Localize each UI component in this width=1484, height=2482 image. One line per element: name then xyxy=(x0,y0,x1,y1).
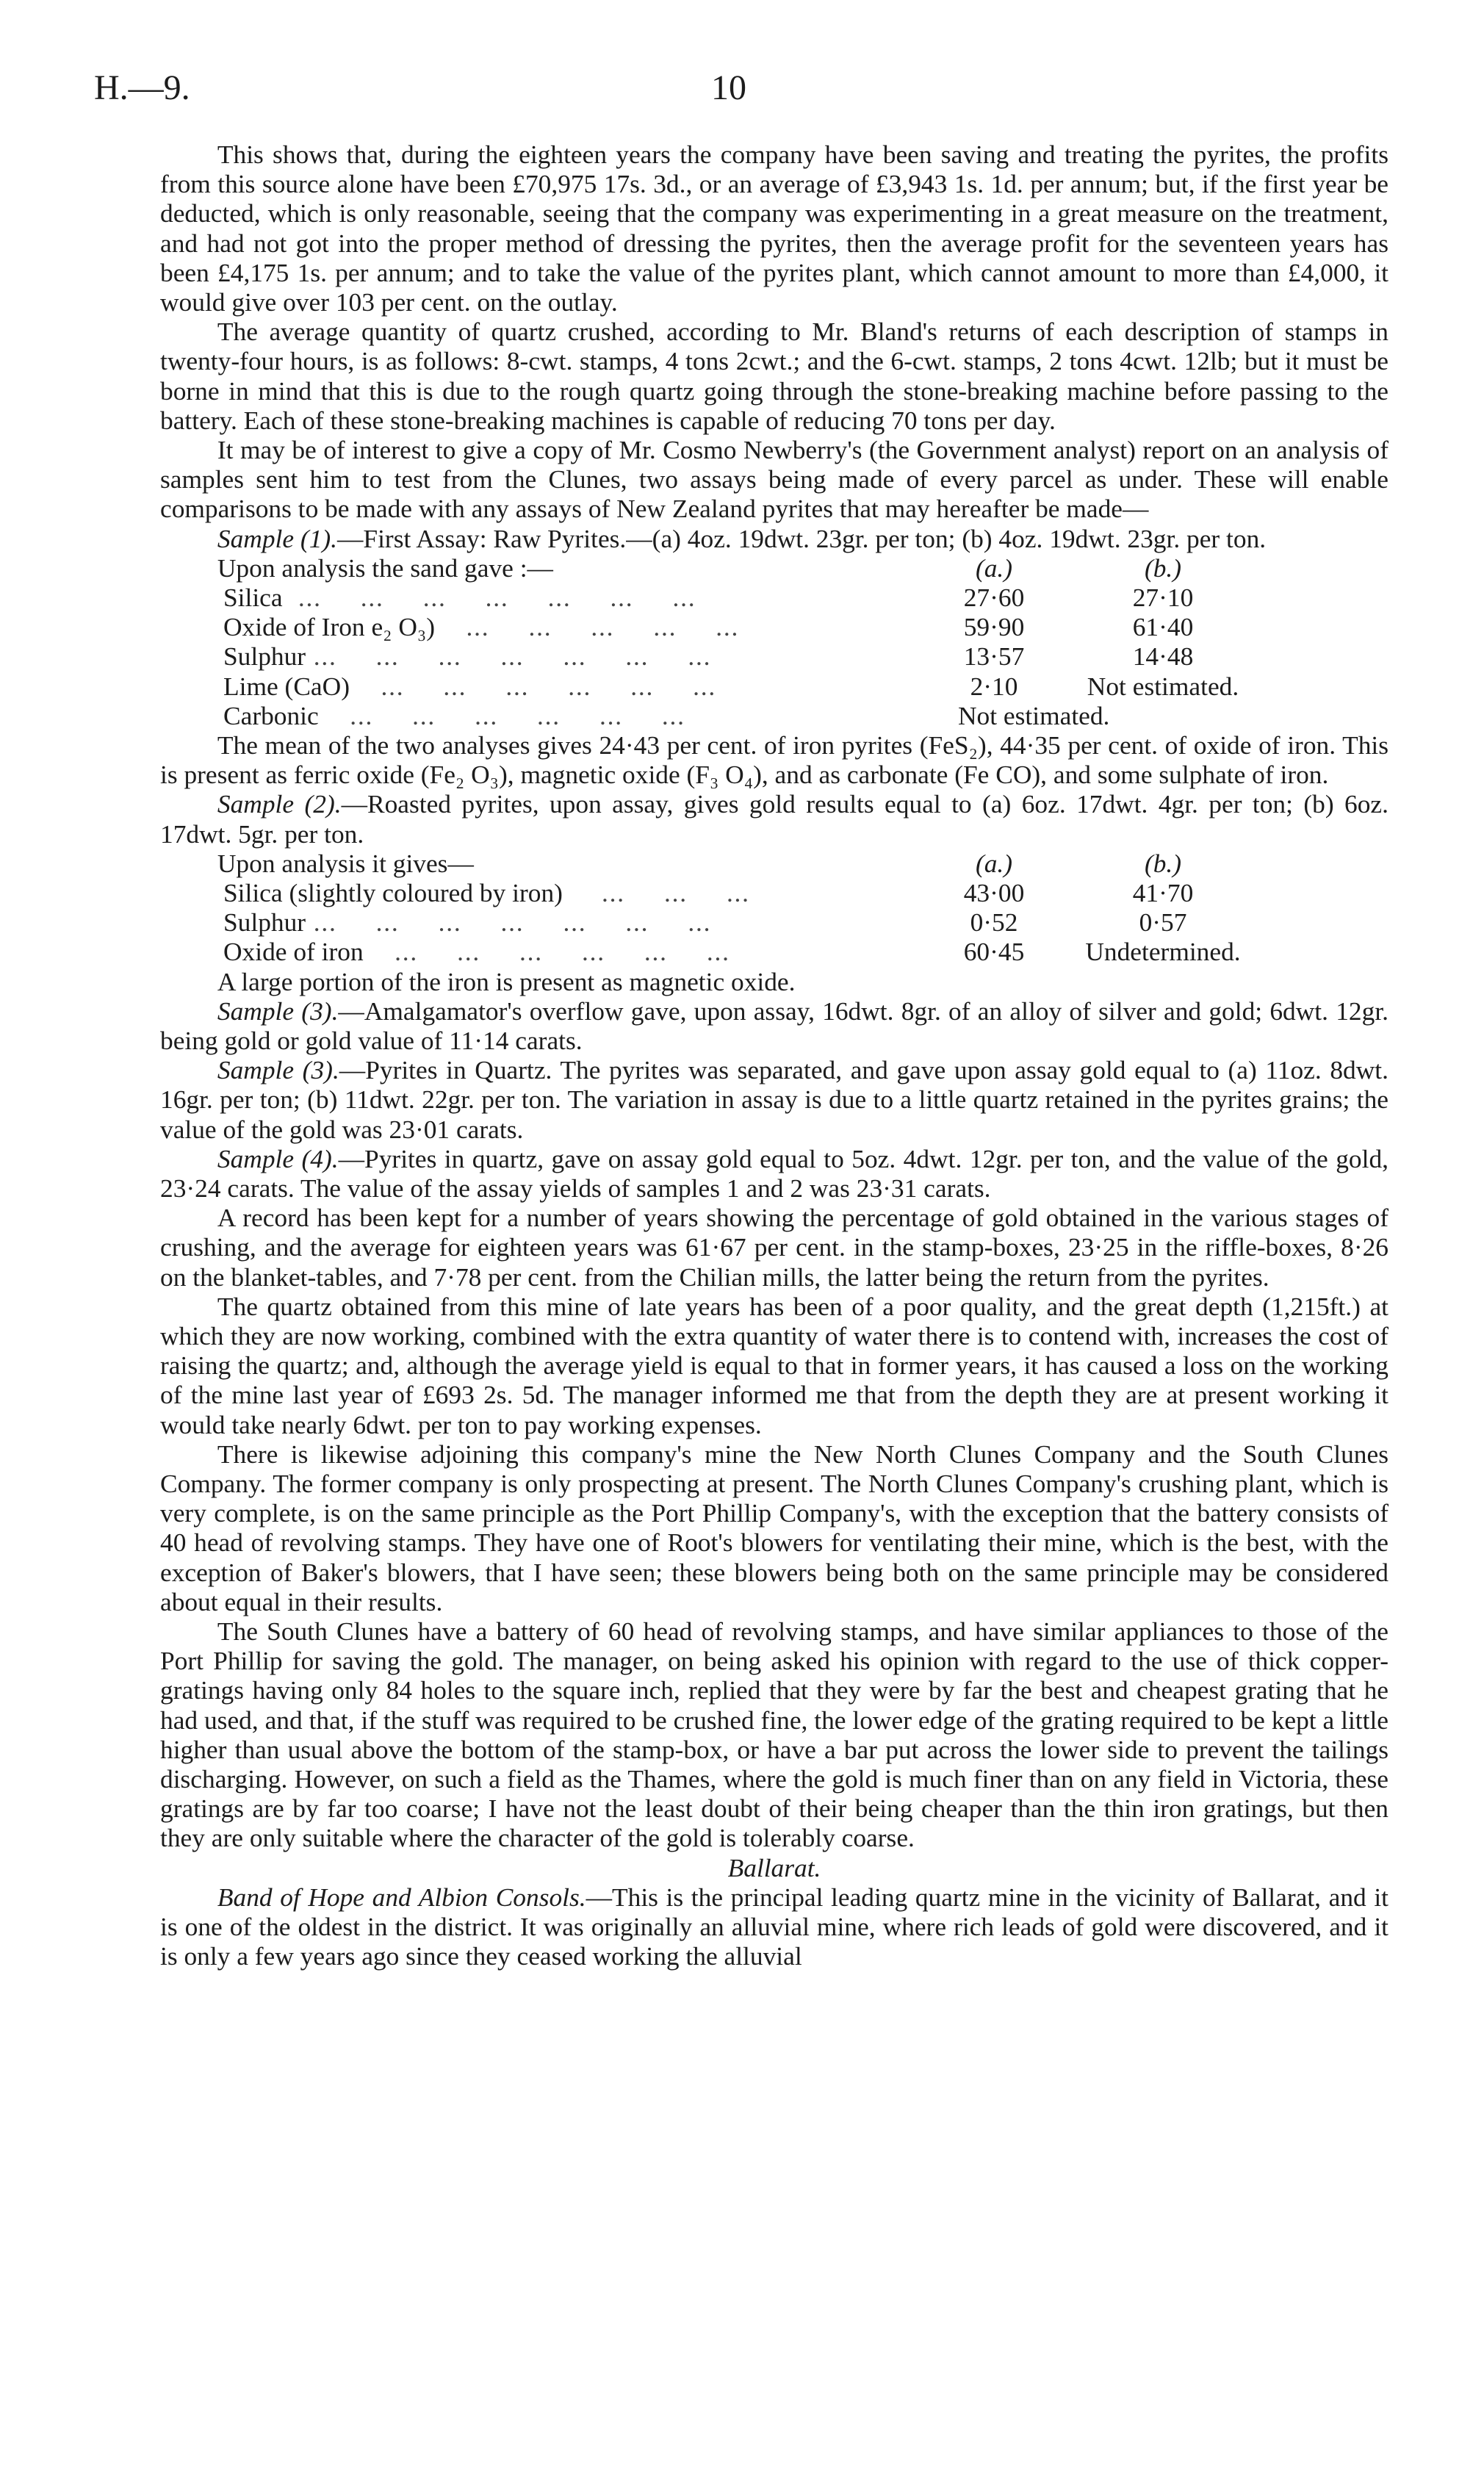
value-b: Not estimated. xyxy=(1087,671,1239,701)
column-b-header: (b.) xyxy=(1144,553,1182,583)
value-a: 2·10 xyxy=(970,671,1018,701)
value-b: 0·57 xyxy=(1139,907,1187,938)
value-b: Undetermined. xyxy=(1085,937,1241,967)
sample-4-paragraph xyxy=(160,1144,1388,1203)
table-row: Oxide of Iron e₂ O₃) ... ... ... ... ... 59·90 61·40 xyxy=(160,612,1388,641)
table-intro: Upon analysis the sand gave :— xyxy=(217,553,553,583)
document-code: H.—9. xyxy=(94,68,190,107)
section-label: Band of Hope and Albion Consols. xyxy=(217,1882,586,1912)
table-row: Sulphur ... ... ... ... ... ... ... 13·57 14·48 xyxy=(160,641,1388,671)
value-a: 59·90 xyxy=(963,612,1025,642)
row-name: Silica xyxy=(223,583,283,613)
value-a: 27·60 xyxy=(963,583,1025,613)
sample-text: —Amalgamator's overflow gave, upon assay, 16dwt. 8gr. of an alloy of silver and gold; 6dwt. 12gr. being gold or gold value of 11·14 carats. xyxy=(160,996,1388,1055)
table-header-row xyxy=(160,849,1388,878)
value-b: 27·10 xyxy=(1132,583,1194,613)
value-b: 61·40 xyxy=(1132,612,1194,642)
value-a: 60·45 xyxy=(963,937,1025,967)
table-row: Carbonic ... ... ... ... ... ... Not estimated. xyxy=(160,701,1388,730)
row-name: Silica (slightly coloured by iron) xyxy=(223,877,563,907)
sample-label: Sample (1). xyxy=(217,523,338,553)
paragraph: The quartz obtained from this mine of late years has been of a poor quality, and the great depth (1,215ft.) at which they are now working, combined with the extra quantity of water there is to contend with, increases the cost of raising the quartz; and, although the average yield is equal to that in former years, it has caused a loss on the working of the mine last year of £693 2s. 5d. The manager informed me that from the depth they are at present working it would take nearly 6dwt. per ton to pay working expenses. xyxy=(160,1291,1388,1439)
paragraph: The average quantity of quartz crushed, according to Mr. Bland's returns of each description of stamps in twenty-four hours, is as follows: 8-cwt. stamps, 4 tons 2cwt.; and the 6-cwt. stamps, 2 tons 4cwt. 12lb; but it must be borne in mind that this is due to the rough quartz going through the stone-breaking machine before passing to the battery. Each of these stone-breaking machines is capable of reducing 70 tons per day. xyxy=(160,317,1388,435)
paragraph: There is likewise adjoining this company's mine the New North Clunes Company and the South Clunes Company. The former company is only prospecting at present. The North Clunes Company's crushing plant, which is very complete, is on the same principle as the Port Phillip Company's, with the exception that the battery consists of 40 head of revolving stamps. They have one of Root's blowers for ventilating their mine, which is the best, with the exception of Baker's blowers, that I have seen; these blowers being both on the same principle may be considered about equal in their results. xyxy=(160,1439,1388,1616)
table-intro: Upon analysis it gives— xyxy=(217,848,474,878)
section-heading: Ballarat. xyxy=(727,1852,821,1882)
table-row: Sulphur ... ... ... ... ... ... ... 0·52 0·57 xyxy=(160,907,1388,937)
value-a: 0·52 xyxy=(970,907,1018,938)
row-name: Sulphur xyxy=(223,907,306,938)
paragraph: A record has been kept for a number of years showing the percentage of gold obtained in the various stages of crushing, and the average for eighteen years was 61·67 per cent. in the stamp-boxes, 23·25 in the riffle-boxes, 8·26 on the blanket-tables, and 7·78 per cent. from the Chilian mills, the latter being the return from the pyrites. xyxy=(160,1203,1388,1292)
section-text: —This is the principal leading quartz mine in the vicinity of Ballarat, and it is one of the oldest in the district. It was originally an alluvial mine, where rich leads of gold were discovered, and it is only a few years ago since they ceased working the alluvial xyxy=(160,1882,1389,1971)
sample-text: —First Assay: Raw Pyrites.—(a) 4oz. 19dwt. 23gr. per ton; (b) 4oz. 19dwt. 23gr. per ton. xyxy=(337,523,1267,553)
sample-3b-paragraph xyxy=(160,1055,1388,1144)
sample-text: —Roasted pyrites, upon assay, gives gold results equal to (a) 6oz. 17dwt. 4gr. per ton; (b) 6oz. 17dwt. 5gr. per ton. xyxy=(160,789,1388,849)
row-name: Sulphur xyxy=(223,641,306,672)
value-b: 14·48 xyxy=(1132,641,1194,672)
page-number: 10 xyxy=(711,68,746,107)
table-row: Oxide of iron ... ... ... ... ... ... 60·45 Undetermined. xyxy=(160,937,1388,966)
page-header xyxy=(94,68,1390,119)
analysis-table-1 xyxy=(160,553,1388,730)
row-name: Lime (CaO) xyxy=(223,671,350,701)
row-name: Oxide of Iron e₂ O₃) xyxy=(223,612,436,642)
paragraph: The South Clunes have a battery of 60 head of revolving stamps, and have similar appliances to those of the Port Phillip for saving the gold. The manager, on being asked his opinion with regard to the use of thick copper-gratings having only 84 holes to the square inch, replied that they were by far the best and cheapest grating that he had used, and that, if the stuff was required to be crushed fine, the lower edge of the grating required to be kept a little higher than usual above the bottom of the stamp-box, or have a bar put across the lower side to prevent the tailings discharging. However, on such a field as the Thames, where the gold is much finer than on any field in Victoria, these gratings are by far too coarse; I have not the least doubt of their being cheaper than the thin iron gratings, but then they are only suitable where the character of the gold is tolerably coarse. xyxy=(160,1616,1388,1853)
paragraph: It may be of interest to give a copy of Mr. Cosmo Newberry's (the Government analyst) report on an analysis of samples sent him to test from the Clunes, two assays being made of every parcel as under. These will enable comparisons to be made with any assays of New Zealand pyrites that may hereafter be made— xyxy=(160,435,1388,524)
paragraph: The mean of the two analyses gives 24·43 per cent. of iron pyrites (FeS₂), 44·35 per cent. of oxide of iron. This is present as ferric oxide (Fe₂ O₃), magnetic oxide (F₃ O₄), and as carbonate (Fe CO), and some sulphate of iron. xyxy=(160,730,1388,790)
table-row: Silica (slightly coloured by iron) ... ... ... 43·00 41·70 xyxy=(160,878,1388,907)
column-a-header: (a.) xyxy=(975,553,1013,583)
sample-label: Sample (4). xyxy=(217,1143,339,1173)
table-row: Silica ... ... ... ... ... ... ... 27·60 27·10 xyxy=(160,583,1388,612)
sample-text: —Pyrites in quartz, gave on assay gold equal to 5oz. 4dwt. 12gr. per ton, and the value of the gold, 23·24 carats. The value of the assay yields of samples 1 and 2 was 23·31 carats. xyxy=(160,1143,1388,1203)
paragraph: A large portion of the iron is present as magnetic oxide. xyxy=(217,966,796,996)
value-b: 41·70 xyxy=(1132,877,1194,907)
paragraph: This shows that, during the eighteen years the company have been saving and treating the pyrites, the profits from this source alone have been £70,975 17s. 3d., or an average of £3,943 1s. 1d. per annum; but, if the first year be deducted, which is only reasonable, seeing that the company was experimenting in a great measure on the treatment, and had not got into the proper method of dressing the pyrites, then the average profit for the seventeen years has been £4,175 1s. per annum; and to take the value of the pyrites plant, which cannot amount to more than £4,000, it would give over 103 per cent. on the outlay. xyxy=(160,140,1388,317)
sample-label: Sample (2). xyxy=(217,789,342,819)
table-row: Lime (CaO) ... ... ... ... ... ... 2·10 Not estimated. xyxy=(160,672,1388,701)
value-span: Not estimated. xyxy=(958,700,1110,730)
sample-label: Sample (3). xyxy=(217,1055,339,1085)
sample-2-paragraph xyxy=(160,789,1388,848)
band-of-hope-paragraph xyxy=(160,1882,1388,1971)
row-name: Oxide of iron xyxy=(223,937,364,967)
analysis-table-2 xyxy=(160,849,1388,967)
value-a: 13·57 xyxy=(963,641,1025,672)
sample-1-paragraph xyxy=(160,524,1388,553)
column-b-header: (b.) xyxy=(1144,848,1182,878)
sample-label: Sample (3). xyxy=(217,996,339,1026)
value-a: 43·00 xyxy=(963,877,1025,907)
document-body xyxy=(160,140,1388,1971)
sample-3a-paragraph xyxy=(160,996,1388,1055)
sample-text: —Pyrites in Quartz. The pyrites was separated, and gave upon assay gold equal to (a) 11oz. 8dwt. 16gr. per ton; (b) 11dwt. 22gr. per ton. The variation in assay is due to a little quartz retained in the pyrites grains; the value of the gold was 23·01 carats. xyxy=(160,1055,1388,1144)
table-header-row xyxy=(160,553,1388,583)
row-name: Carbonic xyxy=(223,700,319,730)
column-a-header: (a.) xyxy=(975,848,1013,878)
